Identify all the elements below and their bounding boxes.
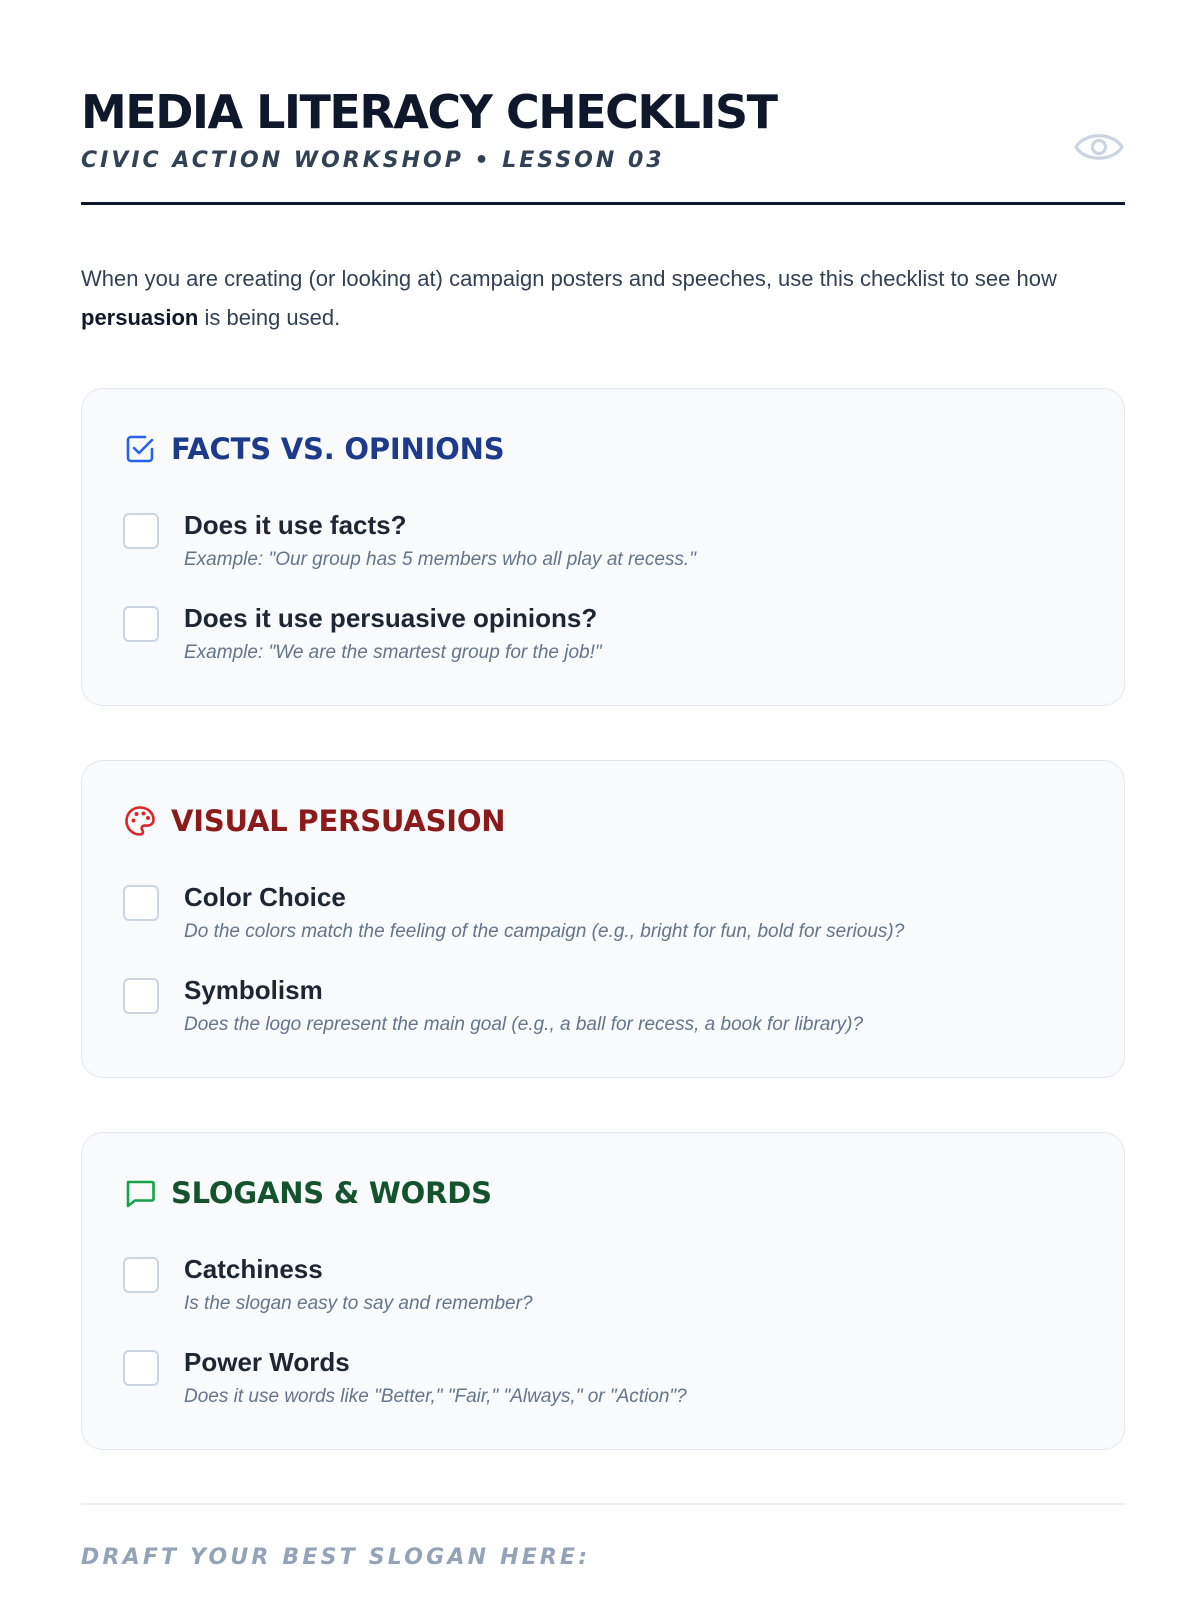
intro-emphasis: persuasion bbox=[81, 305, 199, 330]
section-facts-vs-opinions bbox=[81, 388, 1125, 706]
section-title: SLOGANS & WORDS bbox=[171, 1176, 492, 1210]
item-checkbox[interactable] bbox=[123, 513, 159, 549]
item-description: Example: "We are the smartest group for the job!" bbox=[184, 642, 602, 663]
checkbox-icon bbox=[123, 432, 157, 466]
section-visual-persuasion bbox=[81, 760, 1125, 1078]
palette-icon bbox=[123, 804, 157, 838]
item-title: Color Choice bbox=[184, 882, 346, 912]
section-slogans-and-words bbox=[81, 1132, 1125, 1450]
item-checkbox[interactable] bbox=[123, 606, 159, 642]
page-subtitle: CIVIC ACTION WORKSHOP • LESSON 03 bbox=[81, 148, 665, 173]
item-description: Example: "Our group has 5 members who all play at recess." bbox=[184, 549, 696, 570]
item-title: Does it use facts? bbox=[184, 510, 407, 540]
item-title: Power Words bbox=[184, 1347, 350, 1377]
section-header bbox=[123, 801, 505, 841]
item-checkbox[interactable] bbox=[123, 978, 159, 1014]
section-header bbox=[123, 1173, 492, 1213]
item-description: Do the colors match the feeling of the campaign (e.g., bright for fun, bold for serious)? bbox=[184, 921, 905, 942]
item-description: Is the slogan easy to say and remember? bbox=[184, 1293, 533, 1314]
section-title: VISUAL PERSUASION bbox=[171, 804, 506, 838]
intro-text-before: When you are creating (or looking at) campaign posters and speeches, use this checklist to see how bbox=[81, 266, 1057, 291]
speech-bubble-icon bbox=[123, 1176, 157, 1210]
item-title: Catchiness bbox=[184, 1254, 323, 1284]
item-description: Does the logo represent the main goal (e.g., a ball for recess, a book for library)? bbox=[184, 1014, 864, 1035]
intro-paragraph bbox=[81, 259, 1091, 337]
item-description: Does it use words like "Better," "Fair," "Always," or "Action"? bbox=[184, 1386, 687, 1407]
item-checkbox[interactable] bbox=[123, 885, 159, 921]
item-checkbox[interactable] bbox=[123, 1350, 159, 1386]
page-title: MEDIA LITERACY CHECKLIST bbox=[81, 85, 777, 139]
intro-text-after: is being used. bbox=[198, 305, 341, 330]
worksheet-header bbox=[81, 0, 1125, 205]
section-header bbox=[123, 429, 504, 469]
section-title: FACTS VS. OPINIONS bbox=[171, 432, 505, 466]
item-checkbox[interactable] bbox=[123, 1257, 159, 1293]
item-title: Symbolism bbox=[184, 975, 323, 1005]
eye-icon bbox=[1073, 126, 1125, 168]
worksheet-page bbox=[81, 0, 1125, 1570]
draft-slogan-label: DRAFT YOUR BEST SLOGAN HERE: bbox=[81, 1545, 591, 1570]
section-divider bbox=[81, 1503, 1125, 1505]
item-title: Does it use persuasive opinions? bbox=[184, 603, 598, 633]
